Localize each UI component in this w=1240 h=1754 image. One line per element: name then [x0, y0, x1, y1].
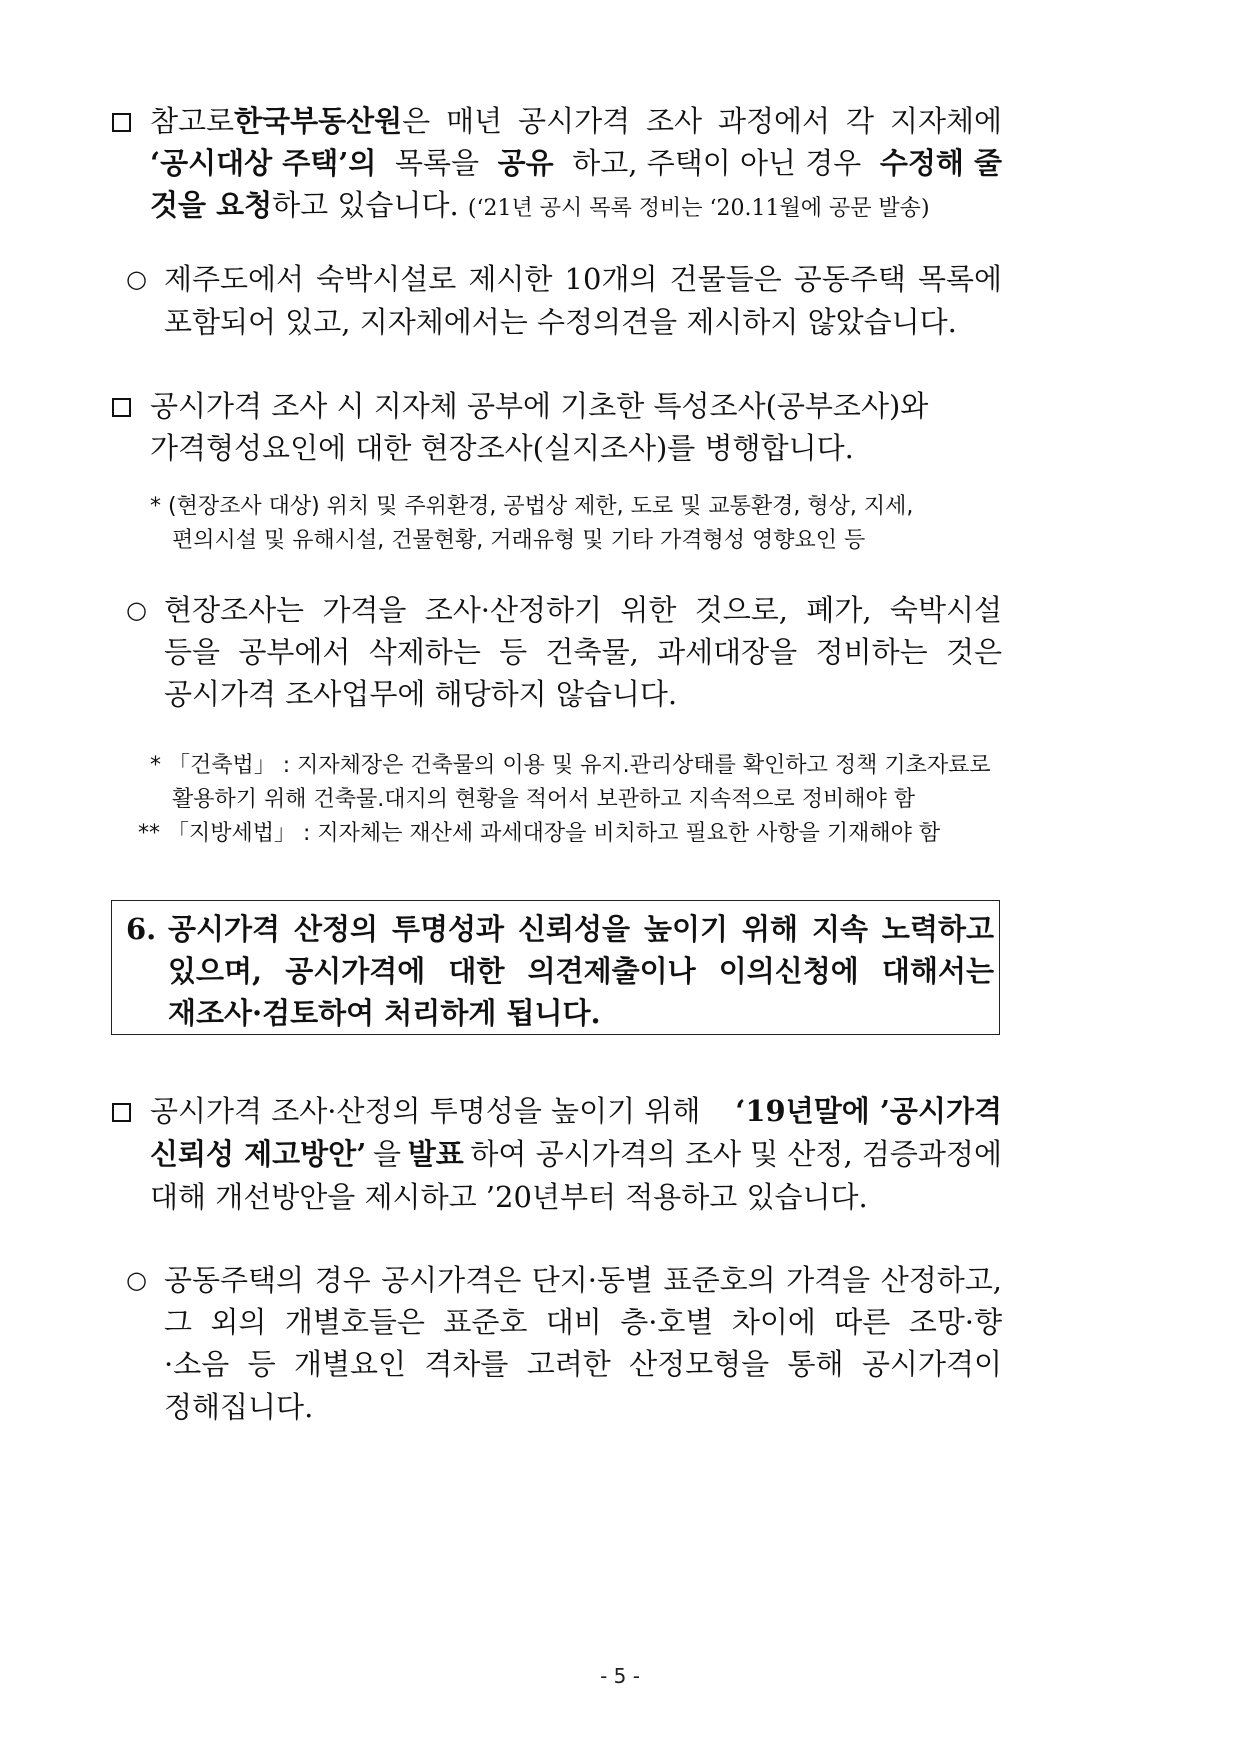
heading-6-line2: 있으며, 공시가격에 대한 의견제출이나 이의신청에 대해서는	[168, 954, 994, 988]
note-survey: * (현장조사 대상) 위치 및 주위환경, 공법상 제한, 도로 및 교통환경, 형상, 지세,	[150, 494, 914, 519]
sec3-line3: 대해 개선방안을 제시하고 ’20년부터 적용하고 있습니다.	[150, 1180, 868, 1214]
checkbox-icon	[112, 1103, 131, 1122]
sec3-sub1d: 정해집니다.	[164, 1390, 314, 1424]
sec2-sub1c: 공시가격 조사업무에 해당하지 않습니다.	[164, 677, 678, 711]
text: 참고로	[150, 104, 235, 138]
checkbox-icon	[112, 113, 131, 132]
sec1-line2	[150, 140, 1002, 186]
text-small: (‘21년 공시 목록 정비는 ‘20.11월에 공문 발송)	[467, 196, 930, 221]
sec3-line2	[150, 1131, 1002, 1177]
text: 하고 있습니다.	[272, 188, 468, 222]
text-bold: ‘공시대상 주택’의	[150, 146, 377, 180]
note-building-act: * 「건축법」 : 지자체장은 건축물의 이용 및 유지.관리상태를 확인하고 정책 기초자료로	[150, 753, 991, 778]
note-survey-cont: 편의시설 및 유해시설, 건물현황, 거래유형 및 기타 가격형성 영향요인 등	[172, 528, 866, 553]
sec3-sub1b: 그 외의 개별호들은 표준호 대비 층·호별 차이에 따른 조망·향	[164, 1305, 1002, 1339]
sec3-sub1: 공동주택의 경우 공시가격은 단지·동별 표준호의 가격을 산정하고,	[164, 1263, 1002, 1297]
heading-6-line3: 재조사·검토하여 처리하게 됩니다.	[168, 996, 601, 1030]
text: 공시가격 조사·산정의 투명성을 높이기 위해	[150, 1094, 701, 1128]
sec1-line3	[150, 182, 930, 232]
heading-6-line1: 공시가격 산정의 투명성과 신뢰성을 높이기 위해 지속 노력하고	[168, 912, 994, 946]
text: 목록을	[394, 146, 480, 180]
checkbox-icon	[112, 398, 131, 417]
circle-bullet-icon: ○	[126, 596, 147, 624]
sec1-sub1: 제주도에서 숙박시설로 제시한 10개의 건물들은 공동주택 목록에	[164, 262, 1002, 296]
sec2-line1: 공시가격 조사 시 지자체 공부에 기초한 특성조사(공부조사)와	[150, 389, 929, 423]
sec3-sub1c: ·소음 등 개별요인 격차를 고려한 산정모형을 통해 공시가격이	[164, 1347, 1002, 1381]
text-bold: 수정해 줄	[879, 146, 1002, 180]
sec2-line2: 가격형성요인에 대한 현장조사(실지조사)를 병행합니다.	[150, 431, 854, 465]
text-bold: 신뢰성 제고방안’	[150, 1137, 367, 1171]
text-bold: 공유	[497, 146, 554, 180]
circle-bullet-icon: ○	[126, 265, 147, 293]
sec2-sub1b: 등을 공부에서 삭제하는 등 건축물, 과세대장을 정비하는 것은	[164, 635, 1002, 669]
sec1-sub1b: 포함되어 있고, 지자체에서는 수정의견을 제시하지 않았습니다.	[164, 305, 957, 339]
text-bold: 한국부동산원	[234, 104, 403, 138]
text: 하고, 주택이 아닌 경우	[572, 146, 862, 180]
heading-6-number: 6.	[126, 912, 157, 946]
circle-bullet-icon: ○	[126, 1266, 147, 1294]
note-local-tax-act: ** 「지방세법」 : 지자체는 재산세 과세대장을 비치하고 필요한 사항을 기재해야 함	[138, 821, 941, 846]
text: 을	[372, 1137, 401, 1171]
sec1-line1	[150, 98, 1002, 144]
note-building-act-cont: 활용하기 위해 건축물.대지의 현황을 적어서 보관하고 지속적으로 정비해야 함	[172, 787, 916, 812]
text: 하여 공시가격의 조사 및 산정, 검증과정에	[470, 1137, 1002, 1171]
sec3-line1	[150, 1088, 1002, 1134]
page-number: - 5 -	[600, 1664, 640, 1688]
text-bold: 발표	[407, 1137, 464, 1171]
text-bold: ‘19년말에 ’공시가격	[735, 1094, 1002, 1128]
sec2-sub1: 현장조사는 가격을 조사·산정하기 위한 것으로, 폐가, 숙박시설	[164, 593, 1002, 627]
text-bold: 것을 요청	[150, 188, 273, 222]
text: 은 매년 공시가격 조사 과정에서 각 지자체에	[402, 104, 1002, 138]
